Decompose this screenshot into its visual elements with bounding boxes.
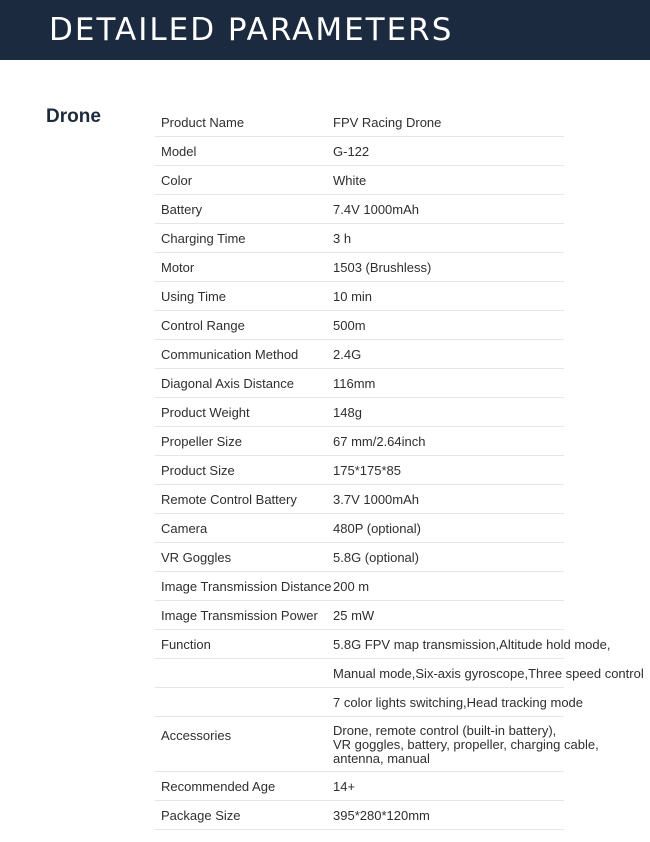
spec-value-line: 25 mW	[333, 608, 375, 623]
spec-value-line: 3 h	[333, 231, 352, 246]
section-title: Drone	[46, 106, 101, 127]
spec-label: Diagonal Axis Distance	[161, 376, 294, 391]
spec-value	[333, 318, 366, 333]
spec-value-line: 116mm	[333, 376, 376, 391]
spec-label: Product Weight	[161, 405, 250, 420]
spec-value-line: Drone, remote control (built-in battery),	[333, 723, 557, 738]
spec-value-line: 3.7V 1000mAh	[333, 492, 420, 507]
spec-value-line: 10 min	[333, 289, 373, 304]
spec-value-line: 148g	[333, 405, 362, 420]
spec-row	[155, 717, 599, 772]
spec-row	[155, 137, 564, 166]
spec-row	[155, 801, 564, 830]
spec-value	[333, 231, 351, 246]
spec-value-line: 5.8G (optional)	[333, 550, 419, 565]
spec-value	[333, 347, 361, 362]
spec-value	[333, 779, 355, 794]
spec-value	[333, 724, 599, 766]
spec-value-line: 500m	[333, 318, 366, 333]
spec-value-line: 7 color lights switching,Head tracking mode	[333, 695, 584, 710]
spec-value	[333, 115, 441, 130]
spec-row	[155, 688, 584, 717]
spec-value	[333, 434, 426, 449]
spec-value-line: G-122	[333, 144, 370, 159]
spec-row	[155, 772, 564, 801]
spec-value-line: FPV Racing Drone	[333, 115, 442, 130]
spec-label: Battery	[161, 202, 203, 217]
spec-value	[333, 405, 362, 420]
spec-row	[155, 572, 564, 601]
spec-row	[155, 659, 644, 688]
spec-value	[333, 666, 644, 681]
spec-value-line: antenna, manual	[333, 751, 430, 766]
spec-value	[333, 289, 372, 304]
spec-label: Image Transmission Distance	[161, 579, 332, 594]
spec-value	[333, 579, 369, 594]
spec-row	[155, 108, 564, 137]
spec-row	[155, 630, 611, 659]
spec-table	[155, 108, 650, 830]
spec-value	[333, 376, 375, 391]
spec-value-line: 14+	[333, 779, 356, 794]
page-title: DETAILED PARAMETERS	[49, 12, 454, 48]
spec-row	[155, 195, 564, 224]
spec-row	[155, 253, 564, 282]
spec-label: Using Time	[161, 289, 227, 304]
spec-label: Propeller Size	[161, 434, 242, 449]
spec-label: Recommended Age	[161, 779, 276, 794]
spec-row	[155, 427, 564, 456]
spec-row	[155, 456, 564, 485]
spec-row	[155, 340, 564, 369]
spec-label: Accessories	[161, 728, 232, 743]
spec-value-line: 200 m	[333, 579, 370, 594]
spec-value-line: 5.8G FPV map transmission,Altitude hold mode,	[333, 637, 611, 652]
spec-value	[333, 808, 430, 823]
spec-row	[155, 224, 564, 253]
spec-row	[155, 311, 564, 340]
spec-value-line: White	[333, 173, 367, 188]
spec-row	[155, 485, 564, 514]
spec-value	[333, 492, 419, 507]
spec-label: Control Range	[161, 318, 245, 333]
spec-value	[333, 144, 369, 159]
spec-value-line: 67 mm/2.64inch	[333, 434, 426, 449]
spec-value	[333, 550, 419, 565]
spec-value-line: 7.4V 1000mAh	[333, 202, 420, 217]
spec-value	[333, 260, 431, 275]
spec-value	[333, 637, 610, 652]
spec-value	[333, 202, 419, 217]
spec-row	[155, 601, 564, 630]
spec-label: Function	[161, 637, 211, 652]
spec-row	[155, 543, 564, 572]
spec-value-line: 2.4G	[333, 347, 362, 362]
spec-label: Color	[161, 173, 193, 188]
spec-value-line: Manual mode,Six-axis gyroscope,Three speed control	[333, 666, 644, 681]
spec-label: Package Size	[161, 808, 241, 823]
spec-row	[155, 514, 564, 543]
spec-label: VR Goggles	[161, 550, 232, 565]
spec-label: Product Size	[161, 463, 235, 478]
spec-label: Remote Control Battery	[161, 492, 297, 507]
spec-value	[333, 521, 421, 536]
spec-value	[333, 608, 374, 623]
spec-value-line: 395*280*120mm	[333, 808, 430, 823]
spec-label: Image Transmission Power	[161, 608, 318, 623]
spec-label: Model	[161, 144, 197, 159]
spec-value	[333, 173, 366, 188]
spec-row	[155, 398, 564, 427]
spec-label: Camera	[161, 521, 208, 536]
spec-row	[155, 369, 564, 398]
spec-row	[155, 166, 564, 195]
spec-value-line: 1503 (Brushless)	[333, 260, 432, 275]
spec-value-line: 175*175*85	[333, 463, 401, 478]
spec-value-line: 480P (optional)	[333, 521, 421, 536]
spec-value-line: VR goggles, battery, propeller, charging cable,	[333, 737, 599, 752]
spec-label: Communication Method	[161, 347, 299, 362]
spec-label: Charging Time	[161, 231, 246, 246]
spec-label: Motor	[161, 260, 195, 275]
header-banner	[0, 0, 650, 60]
spec-row	[155, 282, 564, 311]
spec-value	[333, 463, 401, 478]
spec-value	[333, 695, 583, 710]
spec-label: Product Name	[161, 115, 245, 130]
